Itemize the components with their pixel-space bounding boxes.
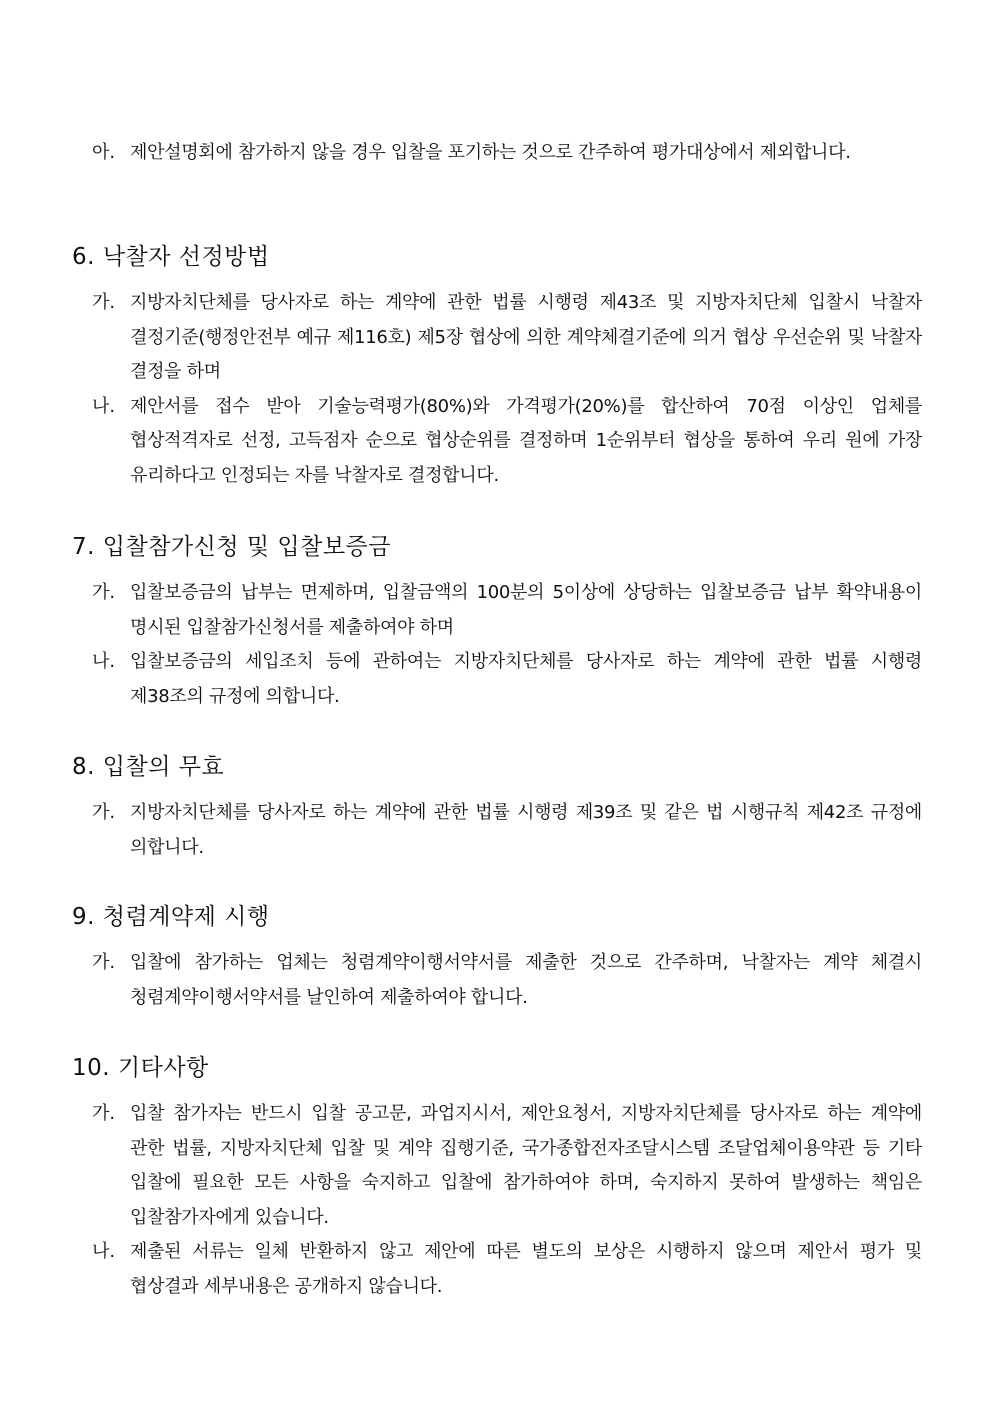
list-item — [92, 946, 922, 1015]
list-text: 제출된 서류는 일체 반환하지 않고 제안에 따른 별도의 보상은 시행하지 않으며 제안서 평가 및 협상결과 세부내용은 공개하지 않습니다. — [130, 1241, 922, 1297]
list-item — [92, 576, 922, 645]
intro-block — [72, 136, 922, 171]
list-item — [92, 1235, 922, 1304]
list-marker: 가. — [92, 292, 116, 313]
list-text: 제안설명회에 참가하지 않을 경우 입찰을 포기하는 것으로 간주하여 평가대상에서 제외합니다. — [130, 142, 851, 163]
list-item — [92, 390, 922, 494]
section-heading: 7. 입찰참가신청 및 입찰보증금 — [72, 534, 391, 560]
section-heading: 8. 입찰의 무효 — [72, 754, 225, 780]
list-item — [92, 645, 922, 714]
list-text: 지방자치단체를 당사자로 하는 계약에 관한 법률 시행령 제43조 및 지방자치단체 입찰시 낙찰자 결정기준(행정안전부 예규 제116호) 제5장 협상에 의한 계약체결기준에 의거 협상 우선순위 및 낙찰자 결정을 하며 — [130, 292, 922, 382]
section-9 — [72, 902, 922, 1015]
list-item — [92, 286, 922, 390]
list-text: 입찰보증금의 납부는 면제하며, 입찰금액의 100분의 5이상에 상당하는 입찰보증금 납부 확약내용이 명시된 입찰참가신청서를 제출하여야 하며 — [130, 582, 922, 638]
list-marker: 나. — [92, 651, 116, 672]
list-marker: 가. — [92, 802, 116, 823]
list-item — [92, 796, 922, 865]
list-marker: 가. — [92, 582, 116, 603]
list-text: 입찰에 참가하는 업체는 청렴계약이행서약서를 제출한 것으로 간주하며, 낙찰자는 계약 체결시 청렴계약이행서약서를 날인하여 제출하여야 합니다. — [130, 952, 922, 1008]
list-item — [92, 136, 922, 171]
section-7 — [72, 532, 922, 714]
list-marker: 나. — [92, 395, 116, 417]
list-marker: 나. — [92, 1241, 116, 1262]
section-heading: 9. 청렴계약제 시행 — [72, 904, 270, 930]
list-text: 입찰보증금의 세입조치 등에 관하여는 지방자치단체를 당사자로 하는 계약에 관한 법률 시행령 제38조의 규정에 의합니다. — [130, 651, 922, 707]
list-text: 입찰 참가자는 반드시 입찰 공고문, 과업지시서, 제안요청서, 지방자치단체를 당사자로 하는 계약에 관한 법률, 지방자치단체 입찰 및 계약 집행기준, 국가종합전자조달시스템 조달업체이용약관 등 기타 입찰에 필요한 모든 사항을 숙지하고 입찰에 참가하여야 하며, 숙지하지 못하여 발생하는 책임은 입찰참가자에게 있습니다. — [130, 1103, 922, 1228]
list-item — [92, 1097, 922, 1235]
list-text: 지방자치단체를 당사자로 하는 계약에 관한 법률 시행령 제39조 및 같은 법 시행규칙 제42조 규정에 의합니다. — [130, 802, 922, 858]
list-marker: 아. — [92, 142, 116, 163]
list-marker: 가. — [92, 1103, 116, 1124]
section-8 — [72, 752, 922, 865]
section-10 — [72, 1053, 922, 1304]
section-heading: 6. 낙찰자 선정방법 — [72, 244, 270, 270]
list-marker: 가. — [92, 952, 116, 973]
section-heading: 10. 기타사항 — [72, 1055, 209, 1081]
section-6 — [72, 242, 922, 493]
list-text: 제안서를 접수 받아 기술능력평가(80%)와 가격평가(20%)를 합산하여 70점 이상인 업체를 협상적격자로 선정, 고득점자 순으로 협상순위를 결정하며 1순위부터 협상을 통하여 우리 원에 가장 유리하다고 인정되는 자를 낙찰자로 결정합니다. — [130, 395, 922, 486]
